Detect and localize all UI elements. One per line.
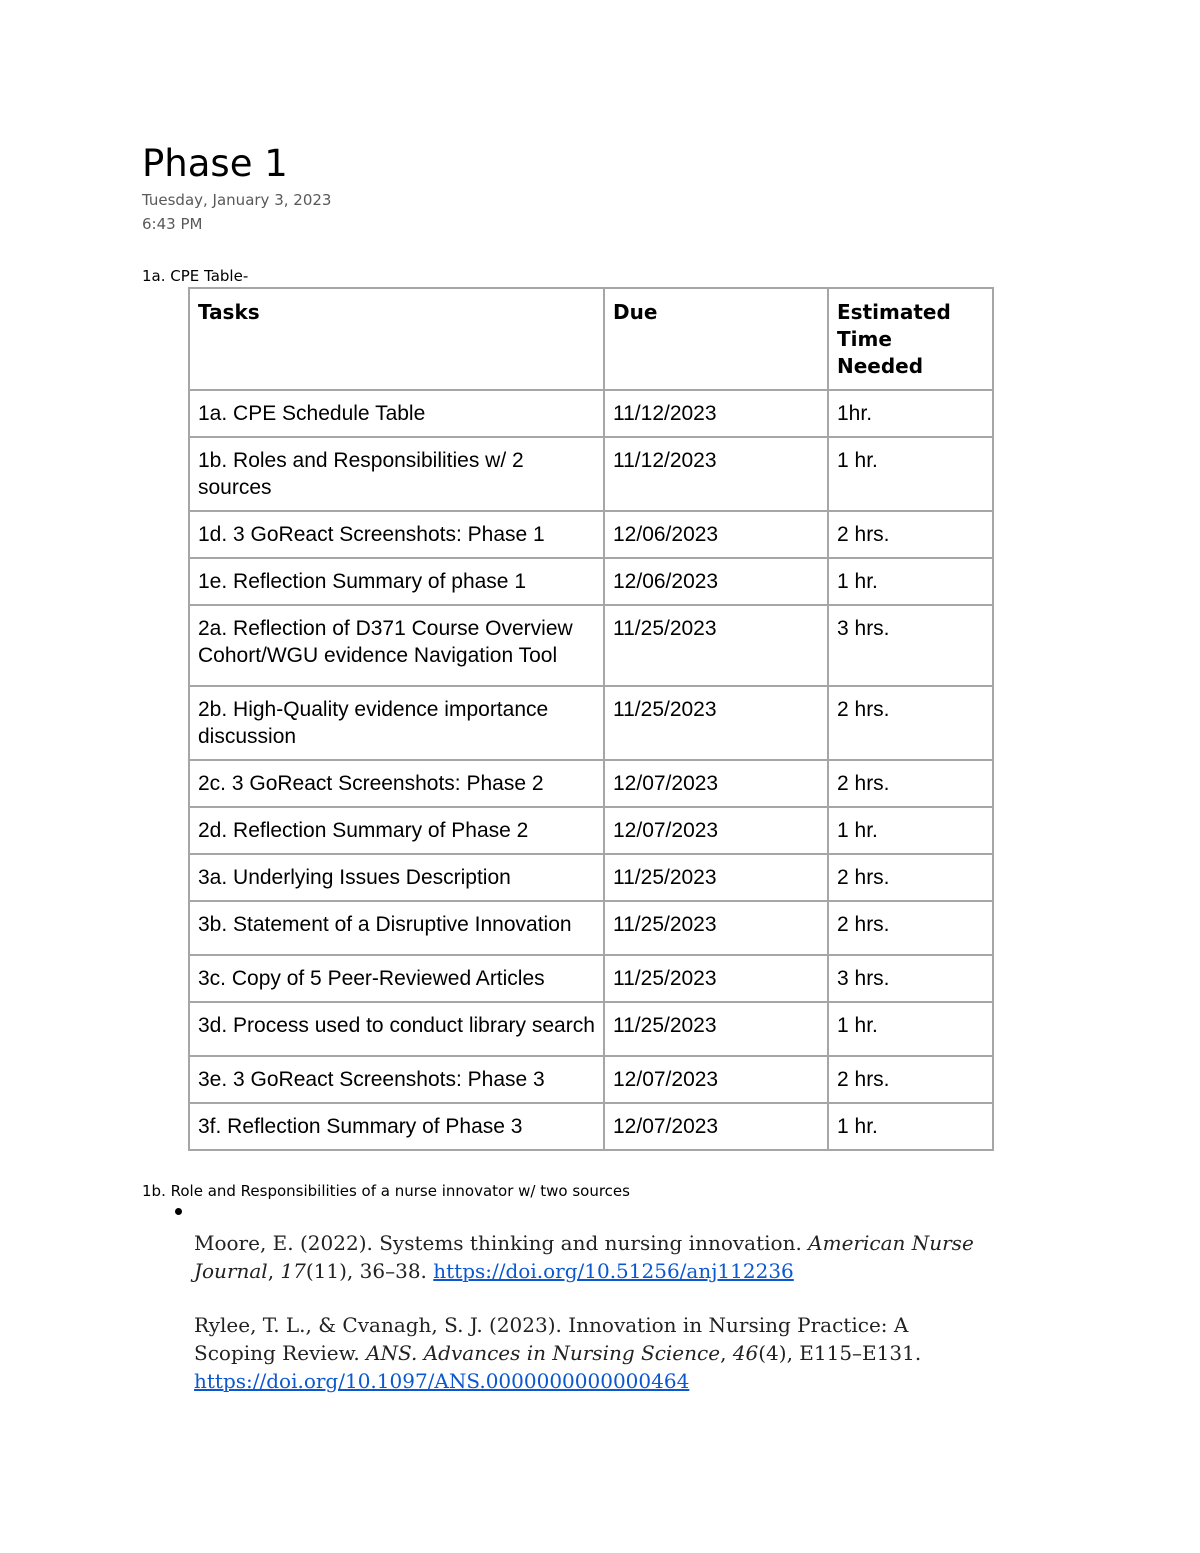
reference-volume: 46 — [732, 1341, 759, 1365]
reference-separator: , — [267, 1259, 281, 1283]
due-cell: 12/07/2023 — [604, 1056, 828, 1103]
due-cell: 11/25/2023 — [604, 955, 828, 1002]
table-header-cell: Tasks — [189, 288, 604, 390]
page-title: Phase 1 — [142, 142, 288, 185]
reference-journal: American Nurse Journal — [194, 1231, 974, 1283]
table-row — [189, 760, 993, 807]
reference-item — [194, 1229, 984, 1285]
reference-list — [194, 1229, 984, 1421]
task-cell: 3b. Statement of a Disruptive Innovation — [189, 901, 604, 955]
table-row — [189, 605, 993, 686]
reference-item — [194, 1311, 984, 1395]
due-cell: 12/07/2023 — [604, 760, 828, 807]
table-row — [189, 1002, 993, 1056]
estimate-cell: 3 hrs. — [828, 955, 993, 1002]
task-cell: 3d. Process used to conduct library search — [189, 1002, 604, 1056]
page-date: Tuesday, January 3, 2023 — [142, 191, 332, 209]
table-row — [189, 854, 993, 901]
task-cell: 1d. 3 GoReact Screenshots: Phase 1 — [189, 511, 604, 558]
table-row — [189, 1103, 993, 1150]
estimate-cell: 1 hr. — [828, 1103, 993, 1150]
estimate-cell: 2 hrs. — [828, 511, 993, 558]
due-cell: 11/25/2023 — [604, 854, 828, 901]
cpe-table — [188, 287, 994, 1151]
section-heading-1a: 1a. CPE Table- — [142, 267, 249, 285]
estimate-cell: 3 hrs. — [828, 605, 993, 686]
due-cell: 11/25/2023 — [604, 605, 828, 686]
table-row — [189, 901, 993, 955]
task-cell: 2b. High-Quality evidence importance discussion — [189, 686, 604, 760]
due-cell: 11/25/2023 — [604, 901, 828, 955]
due-cell: 11/25/2023 — [604, 686, 828, 760]
task-cell: 2a. Reflection of D371 Course Overview Cohort/WGU evidence Navigation Tool — [189, 605, 604, 686]
reference-authors-title: Moore, E. (2022). Systems thinking and nursing innovation. — [194, 1231, 809, 1255]
task-cell: 3e. 3 GoReact Screenshots: Phase 3 — [189, 1056, 604, 1103]
page-time: 6:43 PM — [142, 215, 203, 233]
table-row — [189, 390, 993, 437]
estimate-cell: 1 hr. — [828, 437, 993, 511]
estimate-cell: 1 hr. — [828, 807, 993, 854]
due-cell: 12/07/2023 — [604, 1103, 828, 1150]
reference-doi-link[interactable]: https://doi.org/10.51256/anj112236 — [433, 1259, 794, 1283]
table-row — [189, 955, 993, 1002]
table-header-cell: Due — [604, 288, 828, 390]
estimate-cell: 2 hrs. — [828, 901, 993, 955]
table-header-row — [189, 288, 993, 390]
table-header-cell: Estimated Time Needed — [828, 288, 993, 390]
due-cell: 12/07/2023 — [604, 807, 828, 854]
due-cell: 12/06/2023 — [604, 558, 828, 605]
estimate-cell: 1 hr. — [828, 1002, 993, 1056]
estimate-cell: 2 hrs. — [828, 760, 993, 807]
due-cell: 12/06/2023 — [604, 511, 828, 558]
estimate-cell: 2 hrs. — [828, 1056, 993, 1103]
section-heading-1b: 1b. Role and Responsibilities of a nurse innovator w/ two sources — [142, 1182, 630, 1200]
table-row — [189, 437, 993, 511]
table-row — [189, 807, 993, 854]
table-row — [189, 511, 993, 558]
estimate-cell: 1hr. — [828, 390, 993, 437]
due-cell: 11/12/2023 — [604, 437, 828, 511]
reference-doi-link[interactable]: https://doi.org/10.1097/ANS.0000000000000464 — [194, 1369, 690, 1393]
estimate-cell: 1 hr. — [828, 558, 993, 605]
reference-issue-pages: (4), E115–E131. — [758, 1341, 922, 1365]
task-cell: 1a. CPE Schedule Table — [189, 390, 604, 437]
estimate-cell: 2 hrs. — [828, 854, 993, 901]
reference-issue-pages: (11), 36–38. — [305, 1259, 434, 1283]
due-cell: 11/25/2023 — [604, 1002, 828, 1056]
task-cell: 3c. Copy of 5 Peer-Reviewed Articles — [189, 955, 604, 1002]
table-row — [189, 686, 993, 760]
task-cell: 1e. Reflection Summary of phase 1 — [189, 558, 604, 605]
task-cell: 2c. 3 GoReact Screenshots: Phase 2 — [189, 760, 604, 807]
task-cell: 2d. Reflection Summary of Phase 2 — [189, 807, 604, 854]
reference-journal: ANS. Advances in Nursing Science — [366, 1341, 721, 1365]
due-cell: 11/12/2023 — [604, 390, 828, 437]
task-cell: 1b. Roles and Responsibilities w/ 2 sources — [189, 437, 604, 511]
task-cell: 3f. Reflection Summary of Phase 3 — [189, 1103, 604, 1150]
estimate-cell: 2 hrs. — [828, 686, 993, 760]
reference-separator: , — [720, 1341, 733, 1365]
table-row — [189, 1056, 993, 1103]
reference-volume: 17 — [280, 1259, 306, 1283]
reference-authors-title: Rylee, T. L., & Cvanagh, S. J. (2023). Innovation in Nursing Practice: A Scoping Review. — [194, 1313, 909, 1365]
table-row — [189, 558, 993, 605]
task-cell: 3a. Underlying Issues Description — [189, 854, 604, 901]
bullet-dot-icon — [175, 1208, 182, 1215]
